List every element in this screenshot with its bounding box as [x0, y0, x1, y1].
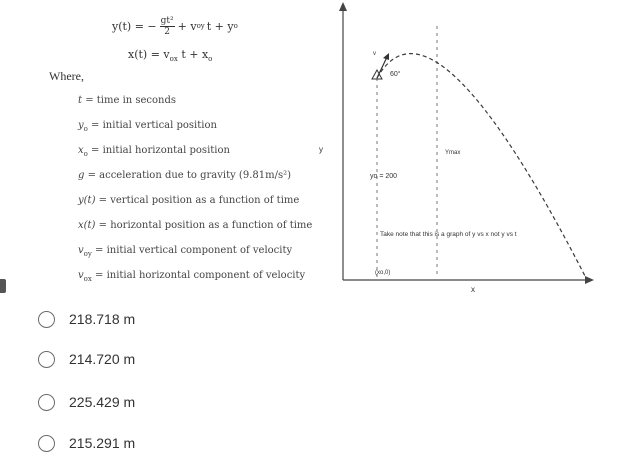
option-4[interactable]	[38, 430, 135, 456]
definition-symbol: v	[78, 245, 84, 256]
trajectory-curve	[377, 54, 585, 276]
velocity-arrow-head	[383, 53, 389, 60]
option-1[interactable]	[38, 306, 135, 332]
definition-subscript: oy	[83, 250, 92, 258]
equation-x-rhs: t + x	[181, 48, 209, 61]
definition-symbol: g	[78, 170, 85, 181]
side-tab[interactable]	[0, 279, 6, 293]
equation-y-fraction	[160, 16, 175, 37]
velocity-label: v	[373, 51, 376, 57]
definition-text: = initial vertical component of velocity	[91, 245, 293, 256]
definition-text: = initial horizontal component of velocity	[91, 270, 306, 281]
definition-symbol: y	[78, 120, 84, 131]
definition-text: = time in seconds	[82, 95, 177, 106]
graph-note: Take note that this is a graph of y vs x not y vs t	[380, 231, 517, 238]
definition-row	[78, 270, 305, 283]
definition-row	[78, 170, 291, 181]
where-label: Where,	[49, 69, 84, 83]
definition-row	[78, 120, 217, 133]
definition-row	[78, 195, 299, 206]
definition-text: = initial horizontal position	[87, 145, 230, 156]
equation-y-term2: t + y	[206, 19, 234, 33]
option-3-label: 225.429 m	[69, 394, 136, 410]
equation-y-term2-sub: o	[233, 22, 238, 30]
definition-symbol: y(t)	[78, 195, 96, 206]
definition-symbol: x(t)	[78, 220, 96, 231]
equation-y-term1: + v	[177, 19, 197, 33]
equation-x-lhs: x(t) = v	[128, 48, 170, 61]
equation-y	[112, 14, 238, 38]
definition-subscript: o	[83, 150, 88, 158]
option-3-radio[interactable]	[38, 394, 55, 411]
y-axis-label: y	[319, 145, 323, 154]
angle-label: 60°	[390, 71, 401, 78]
ymax-label: Ymax	[445, 150, 461, 156]
definition-text: = vertical position as a function of time	[95, 195, 300, 206]
yo-label: yo = 200	[370, 173, 398, 180]
definition-row	[78, 145, 230, 158]
definition-subscript: ox	[83, 275, 92, 283]
x-axis-arrow	[585, 276, 594, 284]
definition-text: = initial vertical position	[87, 120, 217, 131]
option-3[interactable]	[38, 389, 135, 415]
equation-y-denominator: 2	[164, 26, 171, 37]
definition-row	[78, 220, 312, 231]
equation-x	[128, 48, 212, 63]
option-2[interactable]	[38, 346, 135, 372]
definition-row	[78, 245, 292, 258]
definition-symbol: t	[78, 95, 83, 106]
equation-x-rhs-sub: o	[208, 55, 213, 64]
velocity-arrow-line	[377, 57, 387, 78]
definition-row	[78, 95, 176, 106]
option-4-radio[interactable]	[38, 435, 55, 452]
y-axis-arrow	[339, 2, 347, 11]
origin-label: (xo,0)	[375, 270, 391, 276]
x-axis-label: x	[471, 285, 475, 294]
equation-x-lhs-sub: ox	[169, 55, 178, 64]
option-1-radio[interactable]	[38, 311, 55, 328]
definition-text: = horizontal position as a function of time	[95, 220, 313, 231]
option-1-label: 218.718 m	[69, 311, 136, 327]
trajectory-graph	[319, 0, 595, 294]
equation-y-numerator: gt²	[160, 15, 174, 26]
definition-text: = acceleration due to gravity (9.81m/s²)	[84, 170, 291, 181]
definition-subscript: o	[83, 125, 88, 133]
definition-symbol: v	[78, 270, 84, 281]
equation-y-term1-sub: oy	[196, 22, 205, 30]
option-4-label: 215.291 m	[69, 435, 136, 451]
equation-y-lhs: y(t) = −	[112, 19, 157, 33]
option-2-radio[interactable]	[38, 351, 55, 368]
definition-symbol: x	[78, 145, 84, 156]
option-2-label: 214.720 m	[69, 351, 136, 367]
